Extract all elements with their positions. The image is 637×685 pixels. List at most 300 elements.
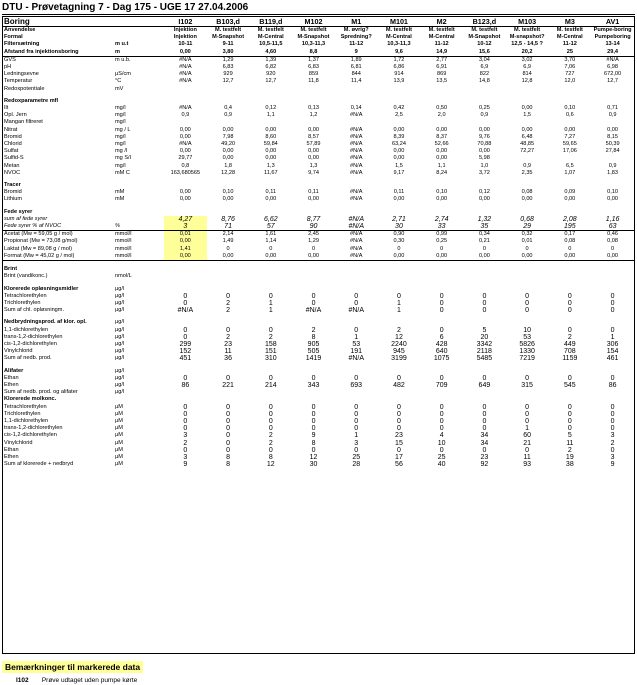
value-cell bbox=[335, 396, 378, 403]
value-cell: 9,76 bbox=[478, 133, 490, 140]
unit-cell: µg/l bbox=[115, 355, 125, 362]
value-cell: 5 bbox=[482, 326, 487, 334]
value-cell: Injektion bbox=[173, 27, 197, 33]
row-label: Ethan bbox=[4, 374, 19, 381]
value-cell: 72,27 bbox=[520, 148, 535, 155]
value-cell bbox=[249, 286, 292, 293]
value-cell: 0 bbox=[268, 425, 273, 433]
value-cell: 86 bbox=[608, 381, 617, 389]
value-cell: 12,5 - 14,5 ? bbox=[511, 41, 543, 48]
value-cell: 2 bbox=[311, 326, 316, 334]
value-cell: 0,00 bbox=[393, 196, 405, 203]
value-cell bbox=[207, 389, 250, 396]
value-cell: 5826 bbox=[519, 340, 535, 348]
row-label: 1,1-dichlorethylen bbox=[4, 417, 49, 424]
value-cell: 90 bbox=[292, 223, 335, 231]
value-cell: 0 bbox=[482, 307, 487, 315]
value-cell bbox=[506, 209, 549, 216]
value-cell: #N/A bbox=[350, 169, 363, 176]
value-cell: 0 bbox=[610, 417, 615, 425]
value-cell bbox=[249, 119, 292, 126]
value-cell: 0 bbox=[311, 403, 316, 411]
value-cell: 1159 bbox=[562, 355, 578, 363]
unit-cell: mg/l bbox=[115, 105, 126, 112]
value-cell: 0 bbox=[567, 425, 572, 433]
value-cell: 0 bbox=[397, 417, 401, 425]
value-cell bbox=[207, 286, 250, 293]
value-cell bbox=[420, 273, 463, 280]
value-cell: 23 bbox=[395, 432, 403, 440]
value-cell: 19 bbox=[565, 453, 574, 461]
value-cell: 869 bbox=[437, 71, 447, 78]
row-label: Trichlorethylen bbox=[4, 299, 41, 306]
table-row bbox=[3, 49, 634, 57]
value-cell: 0 bbox=[610, 446, 615, 454]
unit-cell: µg/l bbox=[115, 381, 125, 388]
value-cell: 914 bbox=[394, 71, 404, 78]
value-cell: 8,60 bbox=[265, 133, 277, 140]
value-cell bbox=[378, 86, 421, 93]
value-cell: 9,17 bbox=[393, 169, 405, 176]
value-cell: 8 bbox=[311, 439, 316, 447]
value-cell: 15 bbox=[395, 439, 403, 447]
value-cell: 0,00 bbox=[607, 126, 619, 133]
unit-cell: µM bbox=[115, 410, 123, 417]
unit-cell: nmol/L bbox=[115, 273, 132, 280]
value-cell: 3 bbox=[183, 432, 188, 440]
value-cell: 2,08 bbox=[563, 215, 577, 223]
row-label: Brint (vandikonc.) bbox=[4, 273, 48, 280]
value-cell bbox=[548, 396, 591, 403]
value-cell: 12,7 bbox=[265, 78, 277, 85]
row-label: pH bbox=[4, 64, 12, 71]
value-cell: 163,680565 bbox=[170, 169, 201, 176]
value-cell bbox=[463, 182, 506, 189]
value-cell: 29 bbox=[506, 223, 549, 231]
value-cell: 158 bbox=[264, 340, 277, 348]
row-label: Chlorid bbox=[4, 141, 22, 148]
value-cell: 0 bbox=[397, 403, 401, 411]
value-cell: 0,00 bbox=[179, 196, 191, 203]
value-cell bbox=[207, 266, 250, 273]
value-cell: #N/A bbox=[350, 133, 363, 140]
value-cell bbox=[420, 286, 463, 293]
value-cell: M. testfelt bbox=[300, 27, 327, 33]
row-label: Trichlorethylen bbox=[4, 410, 41, 417]
table-row bbox=[3, 334, 634, 341]
value-cell: 0,00 bbox=[420, 253, 463, 261]
value-cell: 23 bbox=[480, 453, 489, 461]
value-cell: 195 bbox=[548, 223, 591, 231]
value-cell: 5485 bbox=[476, 355, 493, 363]
unit-cell bbox=[114, 182, 164, 189]
row-label: Anvendelse bbox=[4, 27, 36, 33]
value-cell: 1 bbox=[268, 299, 273, 307]
unit-cell: m bbox=[114, 49, 164, 57]
value-cell: 0,11 bbox=[393, 189, 405, 196]
value-cell: 0,00 bbox=[436, 155, 448, 162]
value-cell: 191 bbox=[350, 348, 363, 356]
value-cell: 0 bbox=[525, 403, 530, 411]
value-cell: 13-14 bbox=[605, 41, 620, 48]
value-cell: Injektion bbox=[173, 34, 197, 41]
value-cell: 2,74 bbox=[434, 215, 449, 223]
value-cell: 3,04 bbox=[478, 56, 490, 63]
value-cell bbox=[548, 286, 591, 293]
value-cell bbox=[378, 273, 421, 280]
value-cell: 0 bbox=[439, 299, 444, 307]
value-cell: 0 bbox=[268, 292, 273, 300]
value-cell bbox=[548, 389, 591, 396]
unit-cell: µS/cm bbox=[115, 71, 131, 78]
unit-cell: mmol/l bbox=[115, 245, 132, 252]
value-cell: 8 bbox=[226, 453, 231, 461]
unit-cell: mg S/l bbox=[115, 155, 131, 162]
data-grid bbox=[2, 16, 635, 654]
value-cell: 0,00 bbox=[308, 148, 319, 155]
value-cell bbox=[207, 98, 250, 105]
table-row bbox=[3, 253, 634, 261]
value-cell: 0 bbox=[311, 410, 316, 418]
value-cell bbox=[463, 98, 506, 105]
value-cell: 0,00 bbox=[222, 155, 234, 162]
table-row bbox=[3, 238, 634, 245]
row-label: Alifater bbox=[4, 367, 24, 374]
value-cell: 0 bbox=[311, 245, 316, 252]
value-cell: 0 bbox=[226, 403, 231, 411]
value-cell bbox=[335, 286, 378, 293]
value-cell: 2,45 bbox=[308, 231, 319, 238]
value-cell: 1,39 bbox=[265, 56, 277, 63]
value-cell: 154 bbox=[606, 348, 619, 356]
unit-cell: µg/l bbox=[115, 285, 125, 292]
value-cell: 93 bbox=[523, 461, 531, 469]
value-cell: M1 bbox=[335, 17, 378, 27]
value-cell: 0,00 bbox=[308, 155, 319, 162]
value-cell: 0,71 bbox=[607, 105, 619, 112]
row-label: Klorerede molkonc. bbox=[4, 396, 57, 403]
value-cell: 70,88 bbox=[477, 141, 492, 148]
value-cell: 214 bbox=[264, 381, 277, 389]
value-cell: 945 bbox=[393, 348, 405, 356]
value-cell: 0 bbox=[183, 333, 188, 341]
value-cell: 60 bbox=[523, 432, 531, 440]
value-cell: 4,60 bbox=[249, 49, 292, 57]
value-cell bbox=[292, 389, 335, 396]
value-cell: 0 bbox=[568, 245, 572, 252]
value-cell: 8 bbox=[268, 453, 273, 461]
value-cell: 3,70 bbox=[564, 56, 576, 63]
value-cell: 0 bbox=[397, 446, 401, 454]
value-cell bbox=[463, 389, 506, 396]
row-label: Sulfat bbox=[4, 148, 19, 155]
table-row bbox=[3, 231, 634, 239]
table-row bbox=[3, 223, 634, 231]
row-label: Temperatur bbox=[4, 78, 33, 85]
value-cell: 0,00 bbox=[478, 196, 490, 203]
value-cell: 11 bbox=[523, 453, 531, 461]
value-cell: 10-12 bbox=[477, 41, 492, 48]
unit-cell: mM bbox=[115, 196, 125, 203]
value-cell: 29,77 bbox=[178, 155, 193, 162]
unit-cell: mmol/l bbox=[115, 231, 132, 238]
value-cell: 0 bbox=[567, 403, 572, 411]
value-cell bbox=[548, 266, 591, 273]
row-label: Tetrachlorethylen bbox=[4, 292, 47, 299]
value-cell: 11,4 bbox=[350, 78, 362, 85]
value-cell: 8,24 bbox=[436, 169, 448, 176]
value-cell: 71 bbox=[207, 223, 250, 231]
value-cell: 0,9 bbox=[480, 112, 489, 119]
value-cell: 0 bbox=[440, 245, 444, 252]
unit-cell bbox=[114, 27, 164, 35]
value-cell: 10 bbox=[523, 326, 531, 334]
value-cell: #N/A bbox=[350, 155, 363, 162]
value-cell: 0 bbox=[183, 326, 188, 334]
value-cell: 0,00 bbox=[292, 253, 335, 261]
value-cell: 48,85 bbox=[520, 141, 535, 148]
value-cell: 25 bbox=[352, 453, 361, 461]
value-cell: 0 bbox=[567, 417, 572, 425]
value-cell: #N/A bbox=[350, 141, 363, 148]
value-cell: 0,00 bbox=[265, 126, 277, 133]
value-cell bbox=[335, 368, 378, 375]
value-cell: 0 bbox=[610, 326, 615, 334]
value-cell: 428 bbox=[435, 340, 448, 348]
table-row bbox=[3, 382, 634, 389]
value-cell: 2 bbox=[610, 439, 615, 447]
value-cell: 20,2 bbox=[506, 49, 549, 57]
value-cell: 0 bbox=[354, 299, 359, 307]
value-cell: 2,14 bbox=[222, 231, 234, 238]
value-cell: 57,89 bbox=[306, 141, 321, 148]
value-cell: #N/A bbox=[348, 215, 365, 223]
value-cell: 0,25 bbox=[436, 238, 448, 245]
table-row bbox=[3, 134, 634, 141]
table-row bbox=[3, 105, 634, 112]
row-label: Fede syrer bbox=[4, 208, 33, 215]
value-cell: M. testfelt bbox=[514, 27, 541, 33]
value-cell: M2 bbox=[420, 17, 463, 27]
value-cell: 59,84 bbox=[263, 141, 278, 148]
value-cell: 640 bbox=[435, 348, 448, 356]
value-cell: 3,72 bbox=[478, 169, 490, 176]
value-cell: 30 bbox=[309, 461, 318, 469]
value-cell: M101 bbox=[378, 17, 421, 27]
value-cell bbox=[420, 98, 463, 105]
value-cell: 1,1 bbox=[266, 112, 275, 119]
value-cell: 920 bbox=[266, 71, 276, 78]
value-cell: 9,6 bbox=[378, 49, 421, 57]
row-label: GVS bbox=[4, 56, 16, 63]
value-cell bbox=[463, 396, 506, 403]
value-cell bbox=[591, 155, 634, 162]
value-cell: 151 bbox=[264, 348, 277, 356]
value-cell: 0,9 bbox=[523, 162, 531, 169]
value-cell: 1,37 bbox=[308, 56, 319, 63]
value-cell: 0,10 bbox=[564, 105, 576, 112]
value-cell: 11-12 bbox=[562, 41, 577, 48]
value-cell: 2 bbox=[268, 432, 273, 440]
value-cell: 0 bbox=[567, 326, 572, 334]
value-cell: 12,7 bbox=[607, 78, 619, 85]
value-cell bbox=[249, 266, 292, 273]
table-row bbox=[3, 196, 634, 203]
value-cell bbox=[249, 182, 292, 189]
value-cell: 152 bbox=[179, 348, 192, 356]
value-cell: 0 bbox=[268, 446, 273, 454]
value-cell bbox=[506, 286, 549, 293]
value-cell: 4,27 bbox=[164, 216, 207, 223]
value-cell: 0 bbox=[311, 417, 316, 425]
value-cell: 6,82 bbox=[265, 64, 277, 71]
value-cell: 0 bbox=[439, 403, 444, 411]
value-cell: 0,00 bbox=[564, 126, 576, 133]
value-cell: 21 bbox=[523, 439, 531, 447]
value-cell bbox=[335, 389, 378, 396]
value-cell: 0 bbox=[183, 425, 188, 433]
value-cell: 9 bbox=[311, 432, 316, 440]
value-cell: 0,00 bbox=[179, 189, 191, 196]
table-row bbox=[3, 119, 634, 126]
value-cell: 0 bbox=[354, 425, 359, 433]
value-cell bbox=[249, 389, 292, 396]
value-cell: 15,6 bbox=[463, 49, 506, 57]
value-cell: 0 bbox=[610, 307, 615, 315]
value-cell: 0 bbox=[269, 245, 273, 252]
unit-cell: mg/l bbox=[115, 119, 126, 126]
value-cell: 0 bbox=[482, 374, 487, 382]
value-cell: 0,00 bbox=[222, 126, 234, 133]
value-cell: M-Central bbox=[556, 34, 583, 41]
value-cell: M-Snapshot bbox=[297, 34, 330, 41]
row-label: Sum af klorerede + nedbryd bbox=[4, 461, 74, 468]
value-cell: 649 bbox=[478, 381, 491, 389]
value-cell: 0 bbox=[354, 374, 359, 382]
value-cell: 0,00 bbox=[506, 253, 549, 261]
value-cell bbox=[591, 286, 634, 293]
header-row bbox=[3, 17, 634, 27]
unit-cell: mg /l bbox=[115, 148, 128, 155]
value-cell bbox=[249, 368, 292, 375]
value-cell: 6 bbox=[439, 333, 444, 341]
value-cell bbox=[292, 182, 335, 189]
value-cell: M. testfelt bbox=[428, 27, 455, 33]
value-cell: 5 bbox=[567, 432, 572, 440]
value-cell: 2 bbox=[268, 439, 273, 447]
value-cell: 0 bbox=[226, 439, 231, 447]
unit-cell: µM bbox=[115, 461, 123, 468]
value-cell bbox=[249, 396, 292, 403]
value-cell bbox=[164, 368, 207, 375]
value-cell: B123,d bbox=[463, 17, 506, 27]
table-row bbox=[3, 348, 634, 355]
value-cell: 0,00 bbox=[222, 148, 234, 155]
value-cell: 0 bbox=[397, 292, 401, 300]
value-cell: 0,12 bbox=[478, 189, 490, 196]
value-cell: 0 bbox=[525, 299, 530, 307]
value-cell: 0,00 bbox=[521, 105, 533, 112]
table-row bbox=[3, 286, 634, 293]
value-cell: 0 bbox=[226, 432, 231, 440]
row-label: Klorerede opløsningsmidler bbox=[4, 285, 79, 292]
value-cell: 6,9 bbox=[523, 64, 531, 71]
value-cell: M103 bbox=[506, 17, 549, 27]
value-cell bbox=[164, 98, 207, 105]
value-cell: 315 bbox=[521, 381, 533, 389]
value-cell: 9 bbox=[610, 461, 615, 469]
value-cell: 0,10 bbox=[607, 189, 619, 196]
value-cell bbox=[335, 273, 378, 280]
value-cell: 0,00 bbox=[179, 126, 191, 133]
value-cell: 0 bbox=[610, 403, 615, 411]
value-cell: 0 bbox=[525, 292, 530, 300]
table-row bbox=[3, 64, 634, 71]
row-label: Propionat (Mw = 73,08 g/mol) bbox=[4, 238, 78, 245]
value-cell: 0 bbox=[567, 292, 572, 300]
value-cell: 1,5 bbox=[523, 112, 531, 119]
value-cell: 2 bbox=[567, 446, 572, 454]
value-cell: 0,00 bbox=[548, 253, 591, 261]
value-cell: 306 bbox=[606, 340, 619, 348]
value-cell bbox=[292, 286, 335, 293]
value-cell: 10-11 bbox=[178, 41, 193, 48]
value-cell: 34 bbox=[480, 439, 489, 447]
table-row bbox=[3, 307, 634, 314]
unit-cell: µg/l bbox=[115, 340, 125, 347]
unit-cell bbox=[114, 64, 164, 71]
value-cell: 727 bbox=[565, 71, 575, 78]
value-cell: 1075 bbox=[433, 355, 450, 363]
table-row bbox=[3, 425, 634, 432]
value-cell bbox=[591, 119, 634, 126]
row-label: Sum af nedb. prod. og alifater bbox=[4, 389, 78, 396]
row-label: trans-1,2-dichlorethylen bbox=[4, 425, 63, 432]
value-cell: 0,13 bbox=[308, 105, 319, 112]
value-cell: M. testfelt bbox=[215, 27, 242, 33]
value-cell bbox=[164, 86, 207, 93]
value-cell: 8,57 bbox=[308, 133, 319, 140]
table-row bbox=[3, 127, 634, 134]
value-cell: 0,50 bbox=[436, 105, 448, 112]
value-cell bbox=[292, 396, 335, 403]
value-cell bbox=[378, 182, 421, 189]
unit-cell: m u.b. bbox=[115, 56, 131, 63]
value-cell: 1,07 bbox=[564, 169, 576, 176]
row-label: Ethan bbox=[4, 446, 19, 453]
row-label: Mangan filtreret bbox=[4, 119, 43, 126]
value-cell: 0,10 bbox=[222, 189, 234, 196]
value-cell: 0,00 bbox=[222, 196, 234, 203]
row-label: Vinylchlorid bbox=[4, 348, 33, 355]
value-cell bbox=[591, 368, 634, 375]
value-cell: 25 bbox=[437, 453, 446, 461]
value-cell bbox=[164, 273, 207, 280]
value-cell: 1,89 bbox=[350, 56, 362, 63]
value-cell: 0,00 bbox=[393, 148, 405, 155]
value-cell: AV1 bbox=[591, 17, 634, 27]
value-cell: 1,16 bbox=[605, 215, 620, 223]
value-cell: 1,3 bbox=[309, 162, 318, 169]
value-cell bbox=[591, 182, 634, 189]
row-label: NVOC bbox=[4, 169, 21, 176]
row-label: Acetat (Mw = 59,05 g / mol) bbox=[4, 231, 73, 238]
value-cell: 63,24 bbox=[391, 141, 406, 148]
value-cell: 929 bbox=[223, 71, 233, 78]
value-cell bbox=[463, 209, 506, 216]
value-cell: M. testfelt bbox=[385, 27, 412, 33]
value-cell: #N/A bbox=[350, 162, 363, 169]
